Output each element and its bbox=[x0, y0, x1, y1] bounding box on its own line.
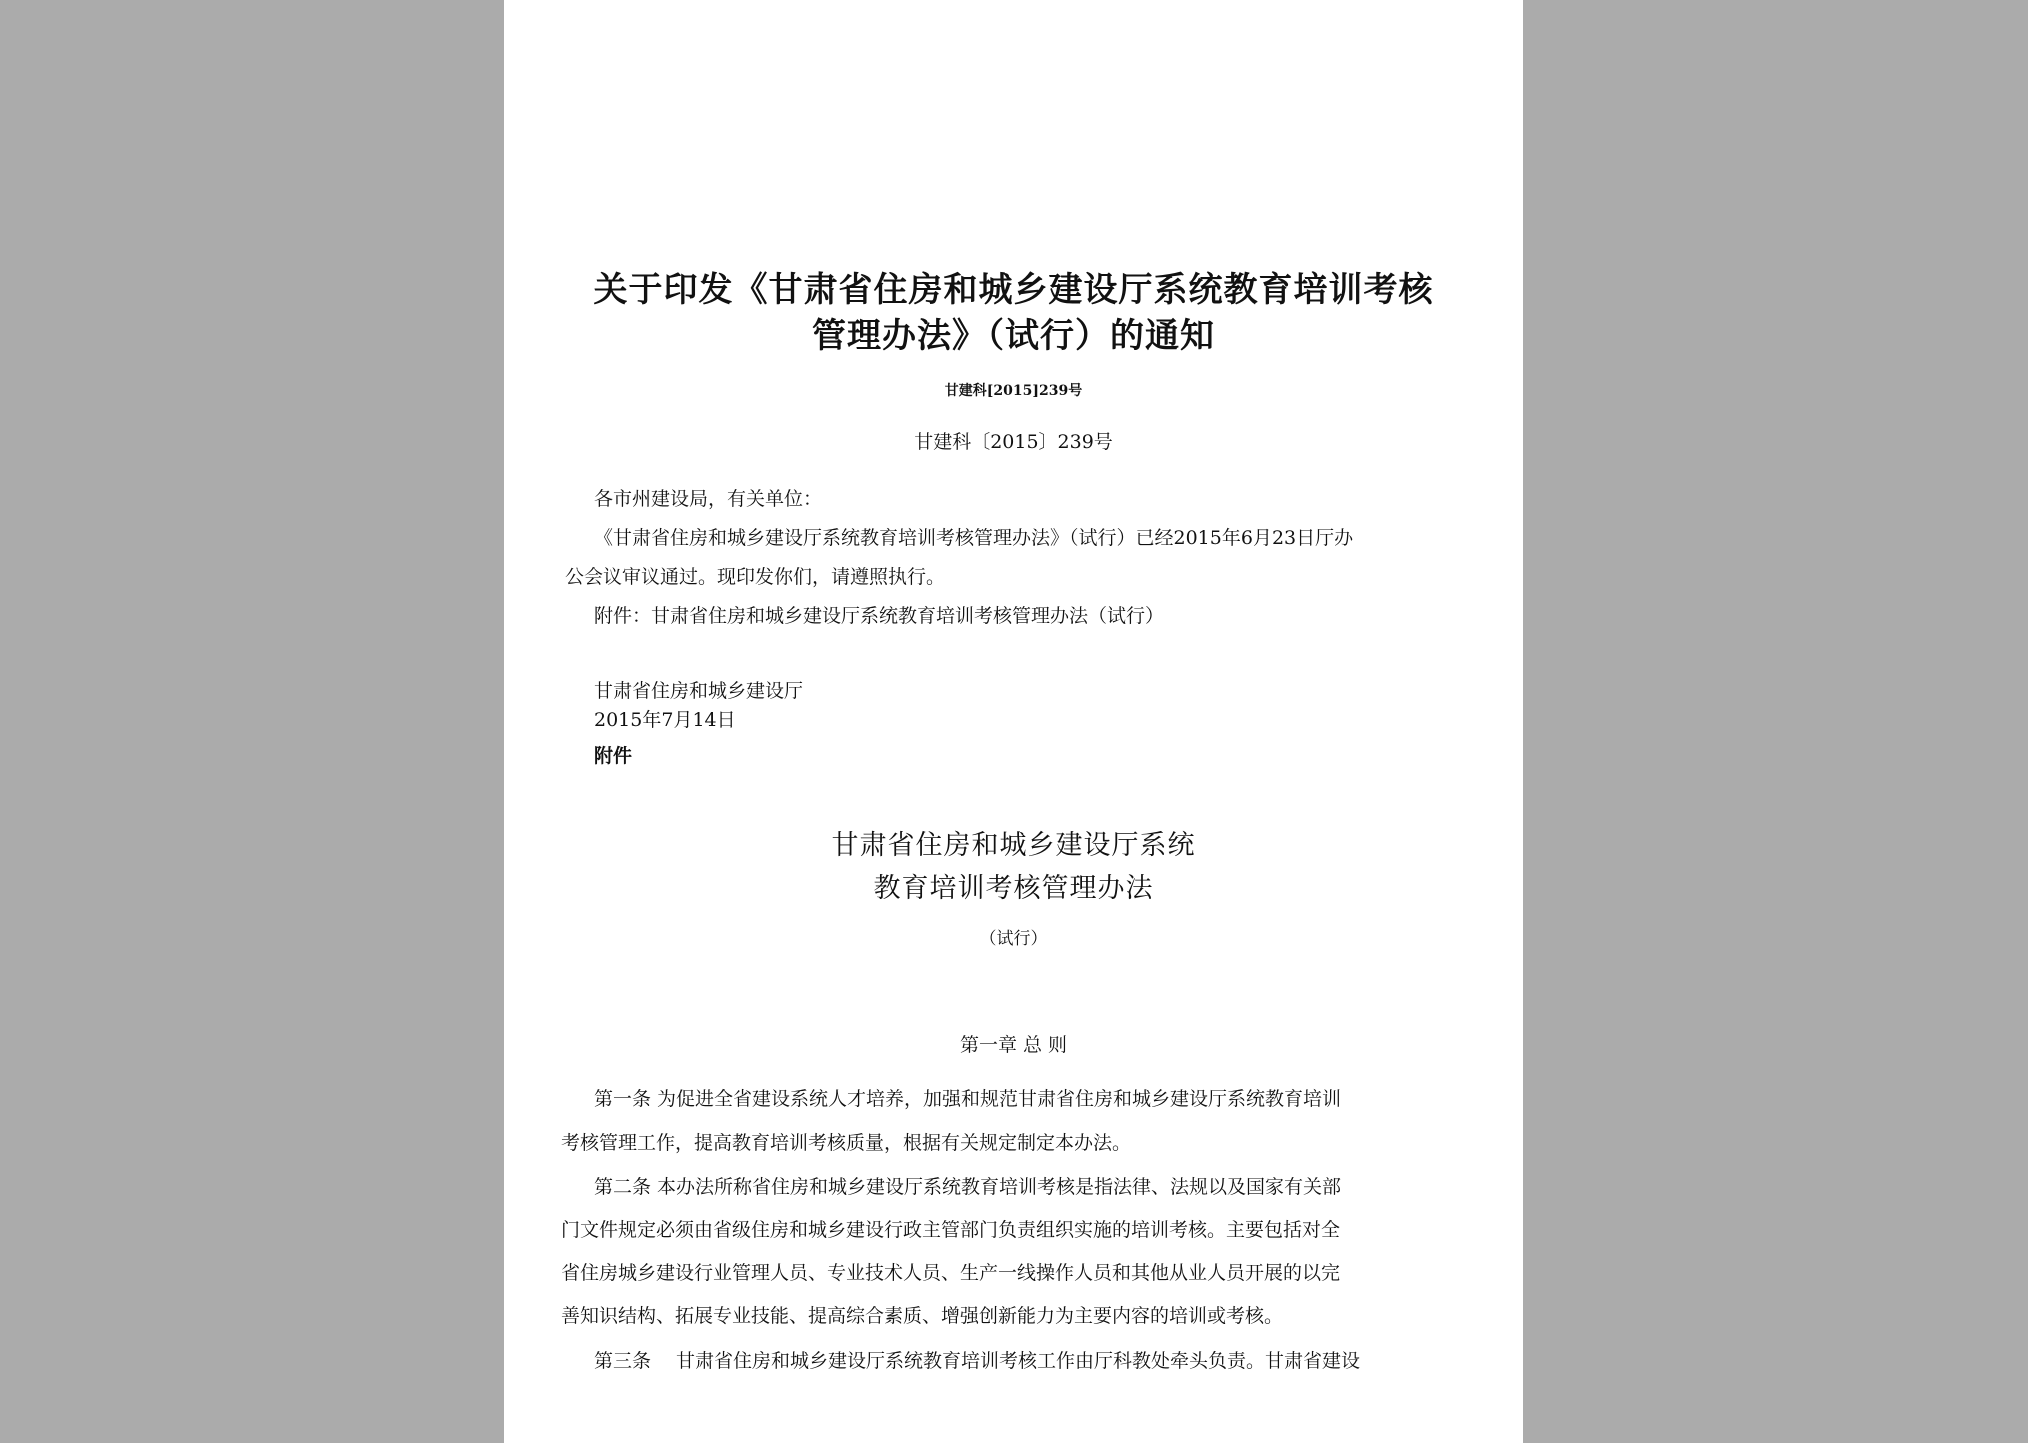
attachment-label: 附件 bbox=[594, 745, 633, 767]
document-page bbox=[504, 0, 1523, 1443]
trial-label: （试行） bbox=[979, 929, 1048, 949]
measures-title-line2: 教育培训考核管理办法 bbox=[873, 873, 1154, 904]
doc-number-header: 甘建科[2015]239号 bbox=[944, 383, 1083, 399]
article-2-line3: 省住房城乡建设行业管理人员、专业技术人员、生产一线操作人员和其他从业人员开展的以完 bbox=[561, 1262, 1341, 1284]
article-1-line1: 第一条 为促进全省建设系统人才培养，加强和规范甘肃省住房和城乡建设厅系统教育培训 bbox=[594, 1088, 1342, 1110]
article-2-line2: 门文件规定必须由省级住房和城乡建设行政主管部门负责组织实施的培训考核。主要包括对全 bbox=[561, 1219, 1341, 1241]
issue-date: 2015年7月14日 bbox=[594, 709, 736, 731]
article-3-line1: 第三条 甘肃省住房和城乡建设厅系统教育培训考核工作由厅科教处牵头负责。甘肃省建设 bbox=[594, 1350, 1361, 1372]
doc-number: 甘建科〔2015〕239号 bbox=[914, 431, 1113, 453]
notice-title-line2: 管理办法》（试行）的通知 bbox=[812, 316, 1215, 356]
measures-title-line1: 甘肃省住房和城乡建设厅系统 bbox=[831, 830, 1196, 861]
salutation: 各市州建设局，有关单位： bbox=[594, 488, 823, 510]
article-1-line2: 考核管理工作，提高教育培训考核质量，根据有关规定制定本办法。 bbox=[561, 1132, 1132, 1154]
notice-body-line1: 《甘肃省住房和城乡建设厅系统教育培训考核管理办法》（试行）已经2015年6月23日厅办 bbox=[594, 527, 1354, 549]
notice-title-line1: 关于印发《甘肃省住房和城乡建设厅系统教育培训考核 bbox=[593, 270, 1434, 310]
notice-body-line2: 公会议审议通过。现印发你们，请遵照执行。 bbox=[565, 566, 946, 588]
issuer: 甘肃省住房和城乡建设厅 bbox=[594, 680, 804, 702]
chapter-heading: 第一章 总 则 bbox=[959, 1034, 1068, 1056]
article-2-line1: 第二条 本办法所称省住房和城乡建设厅系统教育培训考核是指法律、法规以及国家有关部 bbox=[594, 1176, 1342, 1198]
attachment-line: 附件：甘肃省住房和城乡建设厅系统教育培训考核管理办法（试行） bbox=[594, 605, 1165, 627]
article-2-line4: 善知识结构、拓展专业技能、提高综合素质、增强创新能力为主要内容的培训或考核。 bbox=[561, 1305, 1284, 1327]
